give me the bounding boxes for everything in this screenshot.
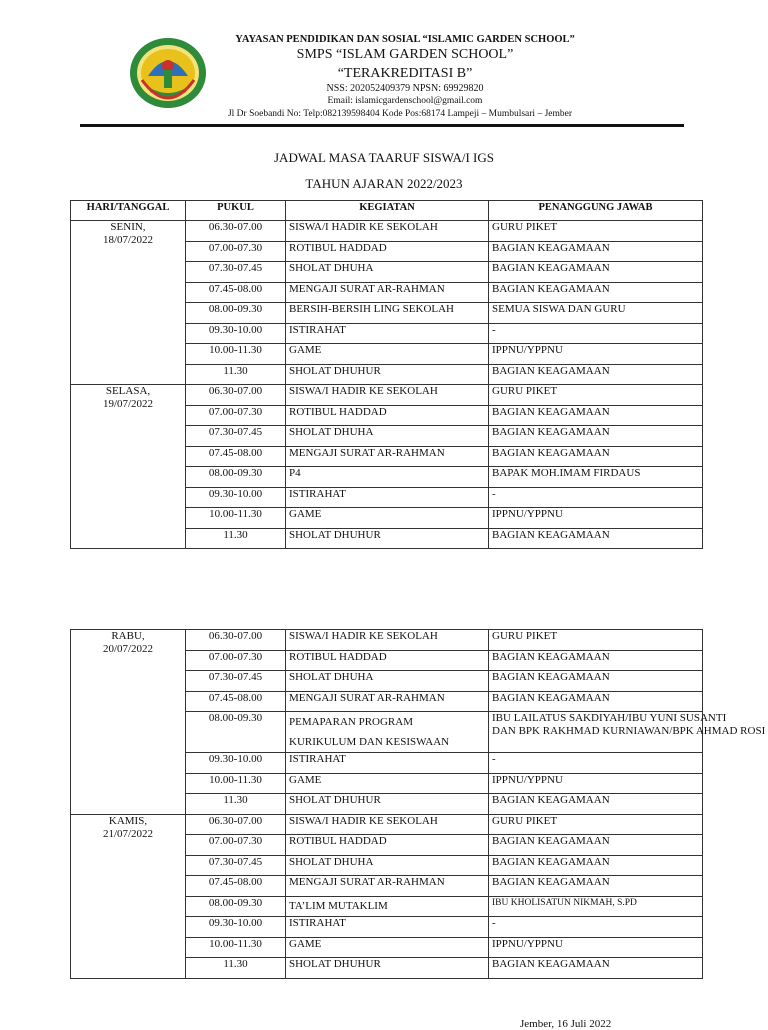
activity-cell: SISWA/I HADIR KE SEKOLAH	[286, 814, 489, 835]
pic-cell: BAGIAN KEAGAMAAN	[489, 528, 703, 549]
time-cell: 07.45-08.00	[186, 691, 286, 712]
table-row	[71, 221, 703, 242]
pic-cell: BAGIAN KEAGAMAAN	[489, 650, 703, 671]
pic-cell: BAGIAN KEAGAMAAN	[489, 405, 703, 426]
activity-cell: SHOLAT DHUHUR	[286, 958, 489, 979]
time-cell: 06.30-07.00	[186, 385, 286, 406]
day-name: KAMIS,	[108, 814, 148, 827]
time-cell: 07.00-07.30	[186, 835, 286, 856]
time-cell: 11.30	[186, 528, 286, 549]
time-cell: 09.30-10.00	[186, 917, 286, 938]
day-date: 18/07/2022	[102, 234, 154, 246]
pic-line: DAN BPK RAKHMAD KURNIAWAN/BPK AHMAD ROSI	[492, 725, 766, 737]
time-cell: 10.00-11.30	[186, 508, 286, 529]
time-cell: 11.30	[186, 364, 286, 385]
letterhead	[0, 0, 768, 130]
day-date: 20/07/2022	[102, 643, 154, 655]
pic-cell: GURU PIKET	[489, 630, 703, 651]
pic-cell: BAGIAN KEAGAMAAN	[489, 241, 703, 262]
activity-cell: ROTIBUL HADDAD	[286, 405, 489, 426]
activity-cell: GAME	[286, 773, 489, 794]
activity-cell: ISTIRAHAT	[286, 917, 489, 938]
time-cell: 07.45-08.00	[186, 282, 286, 303]
activity-cell: SHOLAT DHUHA	[286, 671, 489, 692]
header-pic: PENANGGUNG JAWAB	[489, 201, 703, 221]
pic-cell: GURU PIKET	[489, 385, 703, 406]
time-cell: 10.00-11.30	[186, 773, 286, 794]
pic-cell: BAGIAN KEAGAMAAN	[489, 835, 703, 856]
activity-cell: SISWA/I HADIR KE SEKOLAH	[286, 221, 489, 242]
pic-cell: BAGIAN KEAGAMAAN	[489, 262, 703, 283]
pic-cell: BAGIAN KEAGAMAAN	[489, 364, 703, 385]
pic-cell: -	[489, 753, 703, 774]
school-name: SMPS “ISLAM GARDEN SCHOOL”	[296, 47, 514, 62]
document-title: JADWAL MASA TAARUF SISWA/I IGS	[274, 150, 494, 165]
time-cell: 07.30-07.45	[186, 426, 286, 447]
activity-cell: TA’LIM MUTAKLIM	[286, 896, 489, 917]
time-cell: 07.45-08.00	[186, 876, 286, 897]
time-cell: 09.30-10.00	[186, 323, 286, 344]
time-cell: 07.30-07.45	[186, 855, 286, 876]
day-cell	[71, 221, 186, 385]
pic-cell: BAGIAN KEAGAMAAN	[489, 691, 703, 712]
time-cell: 09.30-10.00	[186, 487, 286, 508]
table-header-row	[71, 201, 703, 221]
pic-cell: SEMUA SISWA DAN GURU	[489, 303, 703, 324]
pic-cell: -	[489, 917, 703, 938]
activity-cell: SHOLAT DHUHUR	[286, 364, 489, 385]
time-cell: 07.00-07.30	[186, 241, 286, 262]
activity-line: PEMAPARAN PROGRAM	[289, 716, 413, 728]
activity-line: KURIKULUM DAN KESISWAAN	[289, 736, 450, 748]
pic-cell: -	[489, 323, 703, 344]
time-cell: 11.30	[186, 958, 286, 979]
header-time: PUKUL	[186, 201, 286, 221]
time-cell: 06.30-07.00	[186, 630, 286, 651]
table-row	[71, 814, 703, 835]
pic-cell: -	[489, 487, 703, 508]
day-name: SENIN,	[110, 221, 146, 233]
activity-cell: SHOLAT DHUHA	[286, 262, 489, 283]
activity-cell: MENGAJI SURAT AR-RAHMAN	[286, 691, 489, 712]
activity-cell: MENGAJI SURAT AR-RAHMAN	[286, 282, 489, 303]
schedule-table-1	[70, 200, 703, 549]
activity-cell: P4	[286, 467, 489, 488]
table-row	[71, 630, 703, 651]
school-logo-icon	[128, 36, 208, 110]
time-cell: 07.00-07.30	[186, 650, 286, 671]
pic-cell: BAGIAN KEAGAMAAN	[489, 958, 703, 979]
activity-cell: GAME	[286, 508, 489, 529]
pic-cell: GURU PIKET	[489, 814, 703, 835]
time-cell: 07.00-07.30	[186, 405, 286, 426]
time-cell: 08.00-09.30	[186, 467, 286, 488]
time-cell: 11.30	[186, 794, 286, 815]
day-cell	[71, 385, 186, 549]
activity-cell: ROTIBUL HADDAD	[286, 650, 489, 671]
accreditation: “TERAKREDITASI B”	[337, 66, 473, 81]
pic-cell: BAGIAN KEAGAMAAN	[489, 794, 703, 815]
activity-cell: ISTIRAHAT	[286, 753, 489, 774]
nss-npsn: NSS: 202052409379 NPSN: 69929820	[326, 83, 484, 94]
academic-year: TAHUN AJARAN 2022/2023	[305, 176, 463, 191]
time-cell: 09.30-10.00	[186, 753, 286, 774]
activity-cell: SISWA/I HADIR KE SEKOLAH	[286, 385, 489, 406]
time-cell: 08.00-09.30	[186, 303, 286, 324]
foundation-name: YAYASAN PENDIDIKAN DAN SOSIAL “ISLAMIC GARDEN SCHOOL”	[235, 34, 575, 45]
pic-cell: IPPNU/YPPNU	[489, 937, 703, 958]
day-cell	[71, 814, 186, 978]
school-email: Email: islamicgardenschool@gmail.com	[327, 96, 483, 106]
table-row	[71, 385, 703, 406]
time-cell: 08.00-09.30	[186, 712, 286, 753]
activity-cell: GAME	[286, 344, 489, 365]
day-name: SELASA,	[105, 385, 151, 397]
activity-cell: ISTIRAHAT	[286, 487, 489, 508]
time-cell: 06.30-07.00	[186, 221, 286, 242]
header-day: HARI/TANGGAL	[71, 201, 186, 221]
time-cell: 10.00-11.30	[186, 937, 286, 958]
school-address: Jl Dr Soebandi No: Telp:082139598404 Kode Pos:68174 Lampeji – Mumbulsari – Jember	[227, 109, 573, 119]
activity-cell: ISTIRAHAT	[286, 323, 489, 344]
pic-cell: IPPNU/YPPNU	[489, 773, 703, 794]
activity-cell: MENGAJI SURAT AR-RAHMAN	[286, 876, 489, 897]
time-cell: 08.00-09.30	[186, 896, 286, 917]
activity-cell: SHOLAT DHUHUR	[286, 528, 489, 549]
pic-cell: BAGIAN KEAGAMAAN	[489, 671, 703, 692]
activity-cell	[286, 712, 489, 753]
activity-cell: SHOLAT DHUHUR	[286, 794, 489, 815]
activity-cell: MENGAJI SURAT AR-RAHMAN	[286, 446, 489, 467]
time-cell: 06.30-07.00	[186, 814, 286, 835]
schedule-table-2	[70, 629, 766, 979]
activity-cell: GAME	[286, 937, 489, 958]
pic-cell	[489, 712, 766, 753]
letterhead-divider	[80, 124, 684, 127]
pic-cell: BAPAK MOH.IMAM FIRDAUS	[489, 467, 703, 488]
time-cell: 10.00-11.30	[186, 344, 286, 365]
day-name: RABU,	[111, 630, 145, 642]
activity-cell: SHOLAT DHUHA	[286, 855, 489, 876]
pic-cell: IBU KHOLISATUN NIKMAH, S.PD	[489, 896, 703, 917]
activity-cell: SISWA/I HADIR KE SEKOLAH	[286, 630, 489, 651]
activity-cell: ROTIBUL HADDAD	[286, 835, 489, 856]
pic-cell: BAGIAN KEAGAMAAN	[489, 855, 703, 876]
pic-cell: IPPNU/YPPNU	[489, 508, 703, 529]
pic-cell: BAGIAN KEAGAMAAN	[489, 876, 703, 897]
day-date: 21/07/2022	[102, 827, 154, 840]
pic-cell: BAGIAN KEAGAMAAN	[489, 426, 703, 447]
activity-cell: SHOLAT DHUHA	[286, 426, 489, 447]
header-activity: KEGIATAN	[286, 201, 489, 221]
day-cell	[71, 630, 186, 815]
pic-cell: IPPNU/YPPNU	[489, 344, 703, 365]
pic-cell: BAGIAN KEAGAMAAN	[489, 446, 703, 467]
time-cell: 07.45-08.00	[186, 446, 286, 467]
pic-line: IBU LAILATUS SAKDIYAH/IBU YUNI SUSANTI	[492, 712, 727, 724]
pic-cell: BAGIAN KEAGAMAAN	[489, 282, 703, 303]
time-cell: 07.30-07.45	[186, 671, 286, 692]
activity-cell: BERSIH-BERSIH LING SEKOLAH	[286, 303, 489, 324]
signature-date: Jember, 16 Juli 2022	[520, 1018, 612, 1030]
pic-cell: GURU PIKET	[489, 221, 703, 242]
day-date: 19/07/2022	[102, 398, 154, 410]
activity-cell: ROTIBUL HADDAD	[286, 241, 489, 262]
time-cell: 07.30-07.45	[186, 262, 286, 283]
